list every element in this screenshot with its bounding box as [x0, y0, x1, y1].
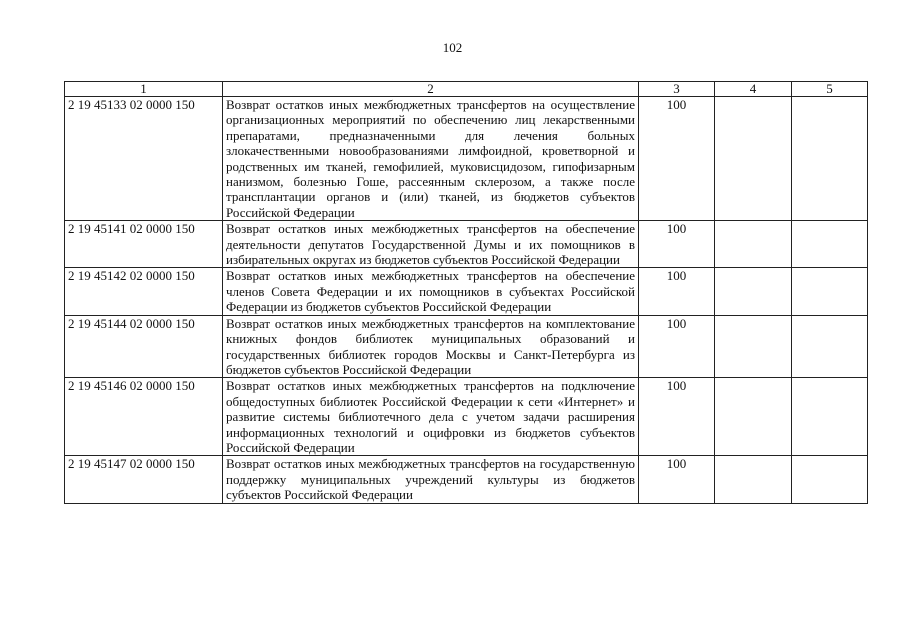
budget-code: 2 19 45147 02 0000 150: [65, 456, 223, 503]
amount-col3: 100: [639, 315, 715, 378]
budget-code: 2 19 45141 02 0000 150: [65, 221, 223, 268]
amount-col4: [715, 378, 792, 456]
column-header: 3: [639, 82, 715, 97]
amount-col5: [792, 378, 868, 456]
table-header-row: [65, 82, 868, 97]
table-row: [65, 97, 868, 221]
budget-item-name: Возврат остатков иных межбюджетных трансфертов на комплектование книжных фондов библиотек муниципальных образований и государственных библиотек городов Москвы и Санкт-Петербурга из бюджетов субъектов Российской Федерации: [223, 315, 639, 378]
amount-col4: [715, 315, 792, 378]
column-header: 4: [715, 82, 792, 97]
amount-col3: 100: [639, 221, 715, 268]
amount-col5: [792, 456, 868, 503]
amount-col5: [792, 221, 868, 268]
amount-col4: [715, 456, 792, 503]
page-number: 102: [442, 40, 463, 55]
budget-item-name: Возврат остатков иных межбюджетных трансфертов на обеспечение членов Совета Федерации и их помощников в субъектах Российской Федерации из бюджетов субъектов Российской Федерации: [223, 268, 639, 315]
budget-item-name: Возврат остатков иных межбюджетных трансфертов на государственную поддержку муниципальных учреждений культуры из бюджетов субъектов Российской Федерации: [223, 456, 639, 503]
table-row: [65, 456, 868, 503]
budget-table: [64, 81, 868, 504]
amount-col3: 100: [639, 378, 715, 456]
table-row: [65, 378, 868, 456]
budget-code: 2 19 45133 02 0000 150: [65, 97, 223, 221]
amount-col4: [715, 221, 792, 268]
budget-item-name: Возврат остатков иных межбюджетных трансфертов на подключение общедоступных библиотек Российской Федерации к сети «Интернет» и развитие системы библиотечного дела с учетом задачи расширения информационных технологий и оцифровки из бюджетов субъектов Российской Федерации: [223, 378, 639, 456]
amount-col5: [792, 315, 868, 378]
column-header: 2: [223, 82, 639, 97]
amount-col3: 100: [639, 97, 715, 221]
amount-col4: [715, 268, 792, 315]
budget-item-name: Возврат остатков иных межбюджетных трансфертов на обеспечение деятельности депутатов Государственной Думы и их помощников в избирательных округах из бюджетов субъектов Российской Федерации: [223, 221, 639, 268]
table-row: [65, 268, 868, 315]
amount-col3: 100: [639, 456, 715, 503]
table-row: [65, 315, 868, 378]
amount-col3: 100: [639, 268, 715, 315]
budget-code: 2 19 45146 02 0000 150: [65, 378, 223, 456]
amount-col4: [715, 97, 792, 221]
budget-code: 2 19 45142 02 0000 150: [65, 268, 223, 315]
budget-item-name: Возврат остатков иных межбюджетных трансфертов на осуществление организационных мероприятий по обеспечению лиц лекарственными препаратами, предназначенными для лечения больных злокачественными новообразованиями лимфоидной, кроветворной и родственных им тканей, гемофилией, муковисцидозом, гипофизарным нанизмом, болезнью Гоше, рассеянным склерозом, а также после трансплантации органов и (или) тканей, из бюджетов субъектов Российской Федерации: [223, 97, 639, 221]
column-header: 1: [65, 82, 223, 97]
amount-col5: [792, 97, 868, 221]
table-row: [65, 221, 868, 268]
column-header: 5: [792, 82, 868, 97]
budget-code: 2 19 45144 02 0000 150: [65, 315, 223, 378]
amount-col5: [792, 268, 868, 315]
